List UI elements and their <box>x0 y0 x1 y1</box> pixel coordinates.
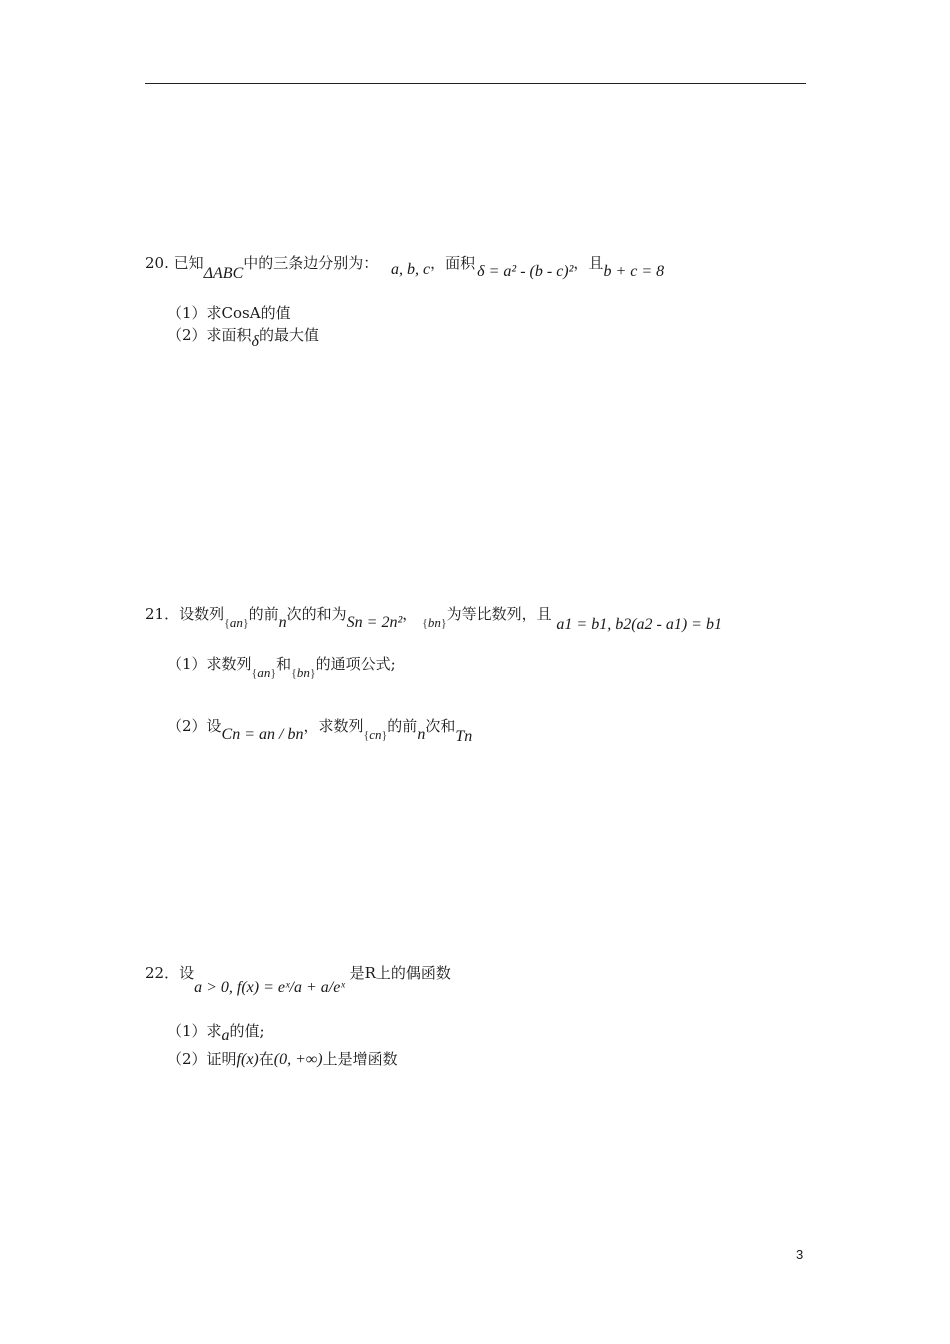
sequence-b: bn <box>427 615 441 630</box>
q21-text: 设数列 <box>179 605 225 623</box>
q20-text: ，面积 <box>430 254 476 272</box>
sequence-a-brace: {an} <box>224 615 249 630</box>
q20-part2-text: 的最大值 <box>258 326 319 344</box>
q22-part2-text: （2）证明 <box>167 1050 237 1068</box>
q21-part2-text: （2）设 <box>167 717 222 735</box>
tn-symbol: Tn <box>455 728 473 745</box>
q21-text: ， <box>402 605 418 623</box>
a-symbol: a <box>221 1027 230 1044</box>
delta-symbol: δ <box>251 333 259 350</box>
q22-part2 <box>167 1048 398 1069</box>
triangle-abc: ΔABC <box>203 265 244 282</box>
sequence-b-brace: {bn} <box>291 665 316 680</box>
q22-text: 是R上的偶函数 <box>349 964 451 982</box>
q21-condition: a1 = b1, b2(a2 - a1) = b1 <box>556 616 722 633</box>
area-formula: δ = a² - (b - c)² <box>477 263 574 280</box>
sequence-c-brace: {cn} <box>363 727 388 742</box>
sum-sn: Sn = 2n² <box>346 614 403 631</box>
q22-part1-text: 的值; <box>229 1022 265 1040</box>
q21-stem <box>145 603 722 633</box>
sequence-a-brace: {an} <box>251 665 277 680</box>
q22-part1 <box>167 1020 265 1044</box>
q22-part2-text: 上是增函数 <box>322 1050 398 1068</box>
q22-part1-text: （1）求 <box>167 1022 222 1040</box>
q22-stem <box>145 962 451 996</box>
sequence-a: an <box>229 615 243 630</box>
q20-part2 <box>167 324 319 350</box>
q20-text: 中的三条边分别为： <box>243 254 379 272</box>
sequence-b: bn <box>296 665 310 680</box>
q21-text: 次的和为 <box>286 605 347 623</box>
q22-number: 22． <box>145 964 180 982</box>
q20-number: 20. <box>145 254 174 272</box>
q21-part2-text: 的前 <box>387 717 418 735</box>
q21-text: 为等比数列，且 <box>446 605 552 623</box>
q21-part1-text: 和 <box>276 655 292 673</box>
q22-part2-text: 在 <box>258 1050 274 1068</box>
q21-number: 21． <box>145 605 180 623</box>
q21-part1-text: 的通项公式; <box>315 655 396 673</box>
sequence-c: cn <box>369 727 382 742</box>
q21-part2-text: ，求数列 <box>303 717 364 735</box>
q22-text: 设 <box>179 964 195 982</box>
header-rule <box>145 83 806 84</box>
condition-b-plus-c: b + c = 8 <box>603 263 665 280</box>
q21-part2 <box>167 715 473 745</box>
q20-part1: （1）求CosA的值 <box>167 304 291 322</box>
interval: (0, +∞) <box>273 1051 323 1068</box>
q20-part2-text: （2）求面积 <box>167 326 252 344</box>
q21-text: 的前 <box>248 605 279 623</box>
n-symbol: n <box>278 614 287 631</box>
page-number: 3 <box>796 1247 804 1262</box>
q20-text: ，且 <box>573 254 604 272</box>
f-of-x: f(x) <box>236 1051 259 1068</box>
q21-part1-text: （1）求数列 <box>167 655 252 673</box>
sides: a, b, c <box>391 261 431 278</box>
cn-definition: Cn = an / bn <box>221 726 304 743</box>
q21-part1 <box>167 653 396 680</box>
n-symbol: n <box>417 726 426 743</box>
q21-part2-text: 次和 <box>425 717 456 735</box>
q20-stem <box>145 252 665 282</box>
sequence-b-brace: {bn} <box>422 615 447 630</box>
sequence-a: an <box>257 665 271 680</box>
q20-text: 已知 <box>173 254 204 272</box>
q22-condition: a > 0, f(x) = eˣ/a + a/eˣ <box>194 979 345 996</box>
